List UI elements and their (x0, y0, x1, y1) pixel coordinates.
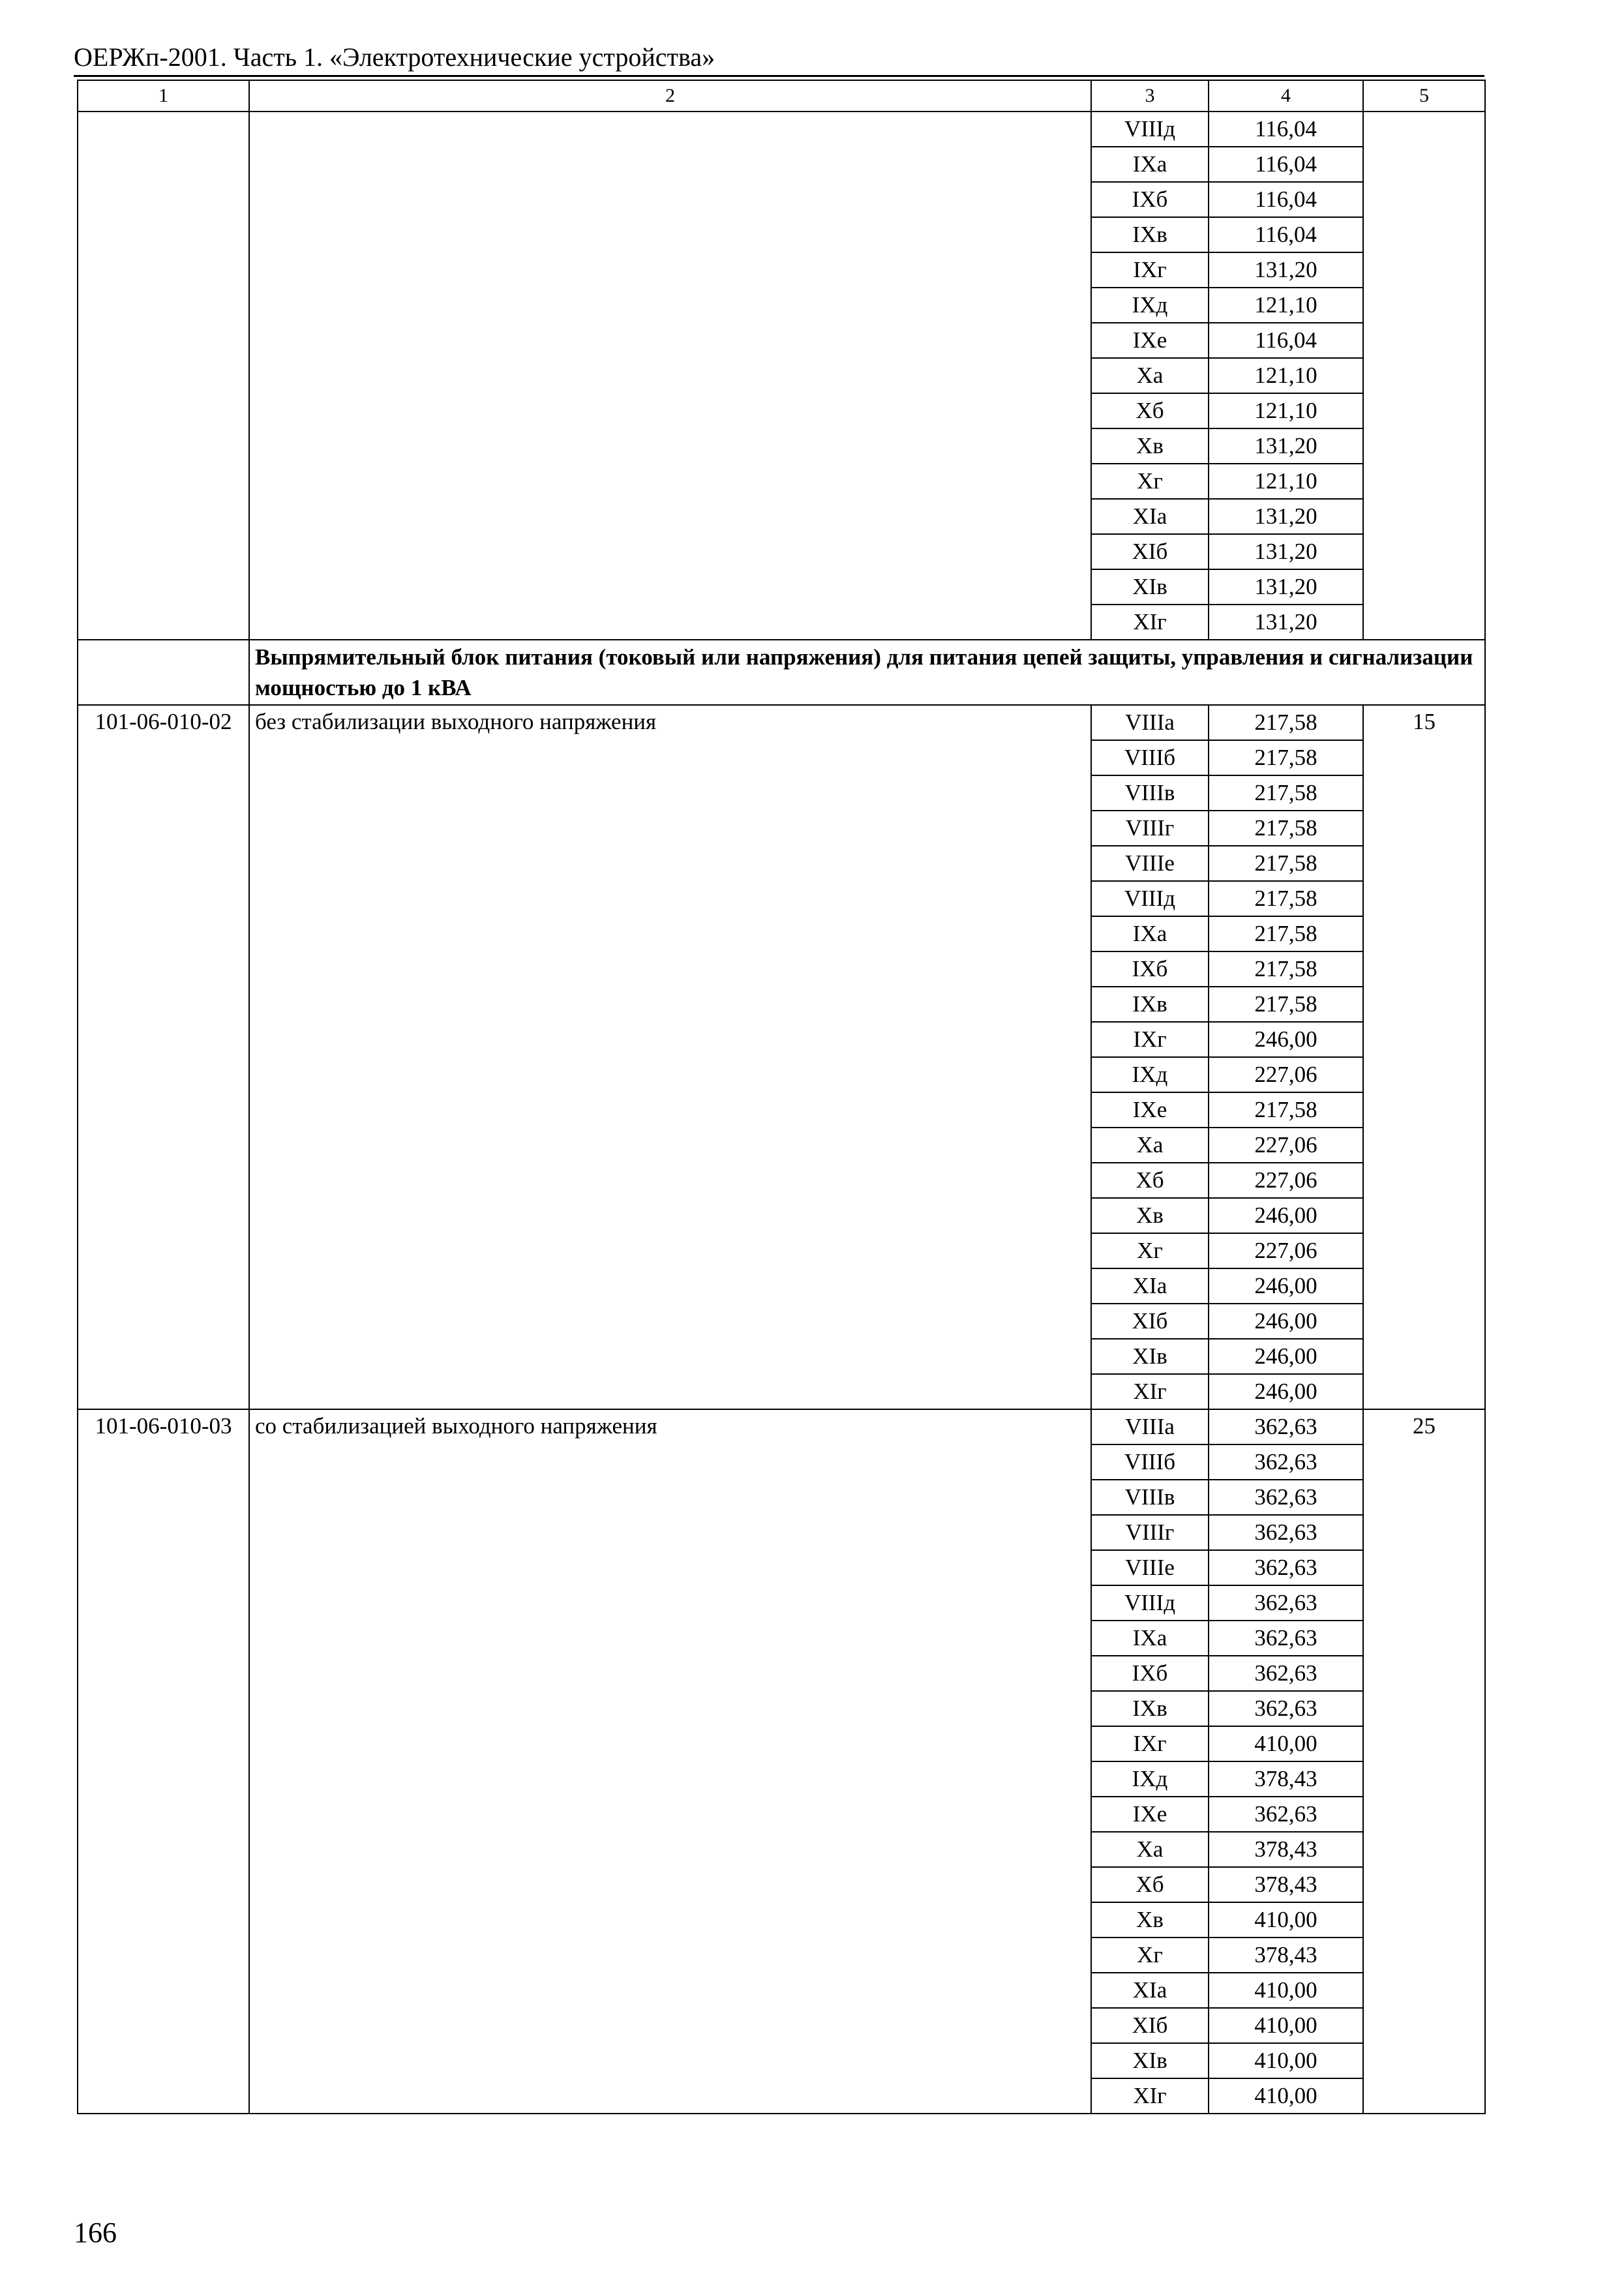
price-cell: 217,58 (1209, 881, 1363, 916)
column-numbers-row (78, 80, 1485, 112)
price-cell: 217,58 (1209, 705, 1363, 740)
price-cell: 121,10 (1209, 464, 1363, 499)
price-cell: 410,00 (1209, 2078, 1363, 2114)
price-cell: 378,43 (1209, 1937, 1363, 1973)
item-description: со стабилизацией выходного напряжения (249, 1409, 1091, 2114)
zone-cell: XIб (1091, 2008, 1209, 2043)
table-row (78, 705, 1485, 740)
price-cell: 217,58 (1209, 916, 1363, 951)
price-cell: 217,58 (1209, 1092, 1363, 1128)
price-cell: 131,20 (1209, 428, 1363, 464)
zone-cell: IXе (1091, 1092, 1209, 1128)
zone-cell: VIIIг (1091, 811, 1209, 846)
price-cell: 131,20 (1209, 252, 1363, 288)
table-row (78, 1409, 1485, 1444)
column-number-5: 5 (1363, 80, 1485, 112)
zone-cell: IXа (1091, 916, 1209, 951)
zone-cell: IXв (1091, 1691, 1209, 1726)
zone-cell: IXг (1091, 252, 1209, 288)
zone-cell: Xб (1091, 1163, 1209, 1198)
price-cell: 116,04 (1209, 112, 1363, 147)
zone-cell: VIIIд (1091, 1585, 1209, 1621)
price-cell: 378,43 (1209, 1867, 1363, 1902)
zone-cell: XIг (1091, 605, 1209, 640)
zone-cell: XIг (1091, 1374, 1209, 1409)
price-cell: 362,63 (1209, 1797, 1363, 1832)
price-cell: 362,63 (1209, 1656, 1363, 1691)
column-number-2: 2 (249, 80, 1091, 112)
price-cell: 246,00 (1209, 1198, 1363, 1233)
price-cell: 116,04 (1209, 182, 1363, 217)
zone-cell: Xг (1091, 1937, 1209, 1973)
price-cell: 131,20 (1209, 605, 1363, 640)
price-cell: 217,58 (1209, 740, 1363, 775)
zone-cell: VIIIе (1091, 846, 1209, 881)
price-cell: 116,04 (1209, 147, 1363, 182)
zone-cell: Xб (1091, 1867, 1209, 1902)
zone-cell: IXв (1091, 217, 1209, 252)
price-cell: 362,63 (1209, 1550, 1363, 1585)
price-cell: 378,43 (1209, 1832, 1363, 1867)
description-cell (249, 112, 1091, 640)
price-cell: 121,10 (1209, 358, 1363, 393)
rates-table-body (78, 80, 1485, 2114)
price-cell: 131,20 (1209, 534, 1363, 569)
table-row (78, 112, 1485, 147)
zone-cell: Xб (1091, 393, 1209, 428)
zone-cell: Xв (1091, 428, 1209, 464)
price-cell: 410,00 (1209, 2008, 1363, 2043)
zone-cell: VIIIд (1091, 881, 1209, 916)
price-cell: 246,00 (1209, 1268, 1363, 1304)
zone-cell: Xв (1091, 1198, 1209, 1233)
column-number-1: 1 (78, 80, 249, 112)
code-cell (78, 112, 249, 640)
price-cell: 227,06 (1209, 1128, 1363, 1163)
price-cell: 378,43 (1209, 1761, 1363, 1797)
price-cell: 116,04 (1209, 323, 1363, 358)
item-column5: 25 (1363, 1409, 1485, 2114)
zone-cell: VIIIг (1091, 1515, 1209, 1550)
price-cell: 246,00 (1209, 1304, 1363, 1339)
zone-cell: IXд (1091, 1761, 1209, 1797)
price-cell: 362,63 (1209, 1515, 1363, 1550)
zone-cell: XIв (1091, 569, 1209, 605)
price-cell: 246,00 (1209, 1022, 1363, 1057)
zone-cell: XIа (1091, 1268, 1209, 1304)
zone-cell: XIв (1091, 1339, 1209, 1374)
item-description: без стабилизации выходного напряжения (249, 705, 1091, 1409)
zone-cell: Xг (1091, 1233, 1209, 1268)
zone-cell: IXд (1091, 288, 1209, 323)
zone-cell: Xа (1091, 1128, 1209, 1163)
price-cell: 246,00 (1209, 1339, 1363, 1374)
price-cell: 217,58 (1209, 987, 1363, 1022)
zone-cell: XIб (1091, 1304, 1209, 1339)
price-cell: 217,58 (1209, 775, 1363, 811)
zone-cell: IXе (1091, 323, 1209, 358)
price-cell: 362,63 (1209, 1621, 1363, 1656)
zone-cell: VIIIб (1091, 740, 1209, 775)
zone-cell: XIа (1091, 1973, 1209, 2008)
zone-cell: IXа (1091, 147, 1209, 182)
item-code: 101-06-010-02 (78, 705, 249, 1409)
header-rule (74, 75, 1484, 77)
price-cell: 227,06 (1209, 1057, 1363, 1092)
price-cell: 362,63 (1209, 1444, 1363, 1480)
zone-cell: Xг (1091, 464, 1209, 499)
price-cell: 246,00 (1209, 1374, 1363, 1409)
zone-cell: IXб (1091, 182, 1209, 217)
price-cell: 131,20 (1209, 569, 1363, 605)
section-code-cell (78, 640, 249, 705)
zone-cell: VIIIа (1091, 1409, 1209, 1444)
price-cell: 410,00 (1209, 1973, 1363, 2008)
item-column5: 15 (1363, 705, 1485, 1409)
section-heading-row (78, 640, 1485, 705)
price-cell: 121,10 (1209, 393, 1363, 428)
zone-cell: Xв (1091, 1902, 1209, 1937)
zone-cell: XIб (1091, 534, 1209, 569)
column-number-4: 4 (1209, 80, 1363, 112)
price-cell: 116,04 (1209, 217, 1363, 252)
zone-cell: IXг (1091, 1726, 1209, 1761)
zone-cell: XIа (1091, 499, 1209, 534)
price-cell: 410,00 (1209, 1902, 1363, 1937)
price-cell: 410,00 (1209, 1726, 1363, 1761)
price-cell: 362,63 (1209, 1409, 1363, 1444)
zone-cell: IXб (1091, 951, 1209, 987)
column-number-3: 3 (1091, 80, 1209, 112)
price-cell: 362,63 (1209, 1480, 1363, 1515)
zone-cell: IXб (1091, 1656, 1209, 1691)
zone-cell: IXа (1091, 1621, 1209, 1656)
zone-cell: IXв (1091, 987, 1209, 1022)
zone-cell: VIIIв (1091, 1480, 1209, 1515)
section-title: Выпрямительный блок питания (токовый или напряжения) для питания цепей защиты, управления и сигнализации мощностью до 1 кВА (249, 640, 1485, 705)
price-cell: 362,63 (1209, 1585, 1363, 1621)
zone-cell: Xа (1091, 358, 1209, 393)
price-cell: 227,06 (1209, 1163, 1363, 1198)
zone-cell: VIIIв (1091, 775, 1209, 811)
zone-cell: IXд (1091, 1057, 1209, 1092)
zone-cell: IXе (1091, 1797, 1209, 1832)
zone-cell: XIв (1091, 2043, 1209, 2078)
item-code: 101-06-010-03 (78, 1409, 249, 2114)
column5-cell (1363, 112, 1485, 640)
price-cell: 217,58 (1209, 811, 1363, 846)
page-number: 166 (74, 2217, 117, 2249)
price-cell: 227,06 (1209, 1233, 1363, 1268)
zone-cell: VIIIб (1091, 1444, 1209, 1480)
price-cell: 131,20 (1209, 499, 1363, 534)
zone-cell: VIIIа (1091, 705, 1209, 740)
zone-cell: VIIIд (1091, 112, 1209, 147)
zone-cell: XIг (1091, 2078, 1209, 2114)
zone-cell: VIIIе (1091, 1550, 1209, 1585)
price-cell: 362,63 (1209, 1691, 1363, 1726)
price-cell: 121,10 (1209, 288, 1363, 323)
page-header-title: ОЕРЖп-2001. Часть 1. «Электротехнические устройства» (74, 42, 715, 72)
rates-table (77, 80, 1486, 2114)
price-cell: 410,00 (1209, 2043, 1363, 2078)
price-cell: 217,58 (1209, 951, 1363, 987)
zone-cell: IXг (1091, 1022, 1209, 1057)
price-cell: 217,58 (1209, 846, 1363, 881)
zone-cell: Xа (1091, 1832, 1209, 1867)
